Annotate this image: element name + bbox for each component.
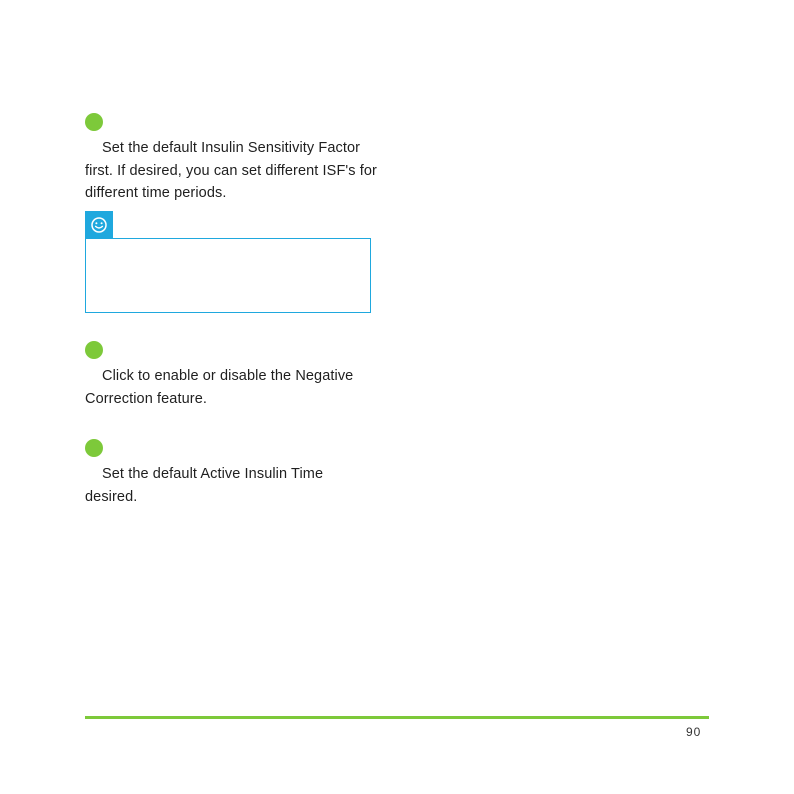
section-1-text: Set the default Insulin Sensitivity Factor first. If desired, you can set different ISF's for different time periods. bbox=[85, 140, 377, 201]
page-number: 90 bbox=[686, 725, 702, 739]
section-3-bullet-icon bbox=[85, 439, 103, 457]
section-2-text: Click to enable or disable the Negative Correction feature. bbox=[85, 368, 354, 407]
smiley-icon bbox=[90, 216, 108, 234]
note-box bbox=[85, 238, 371, 313]
section-3-text: Set the default Active Insulin Time desired. bbox=[85, 466, 324, 505]
section-2-bullet-icon bbox=[85, 341, 103, 359]
section-1-bullet-icon bbox=[85, 113, 103, 131]
footer-rule bbox=[85, 716, 709, 719]
note-tab bbox=[85, 211, 113, 239]
